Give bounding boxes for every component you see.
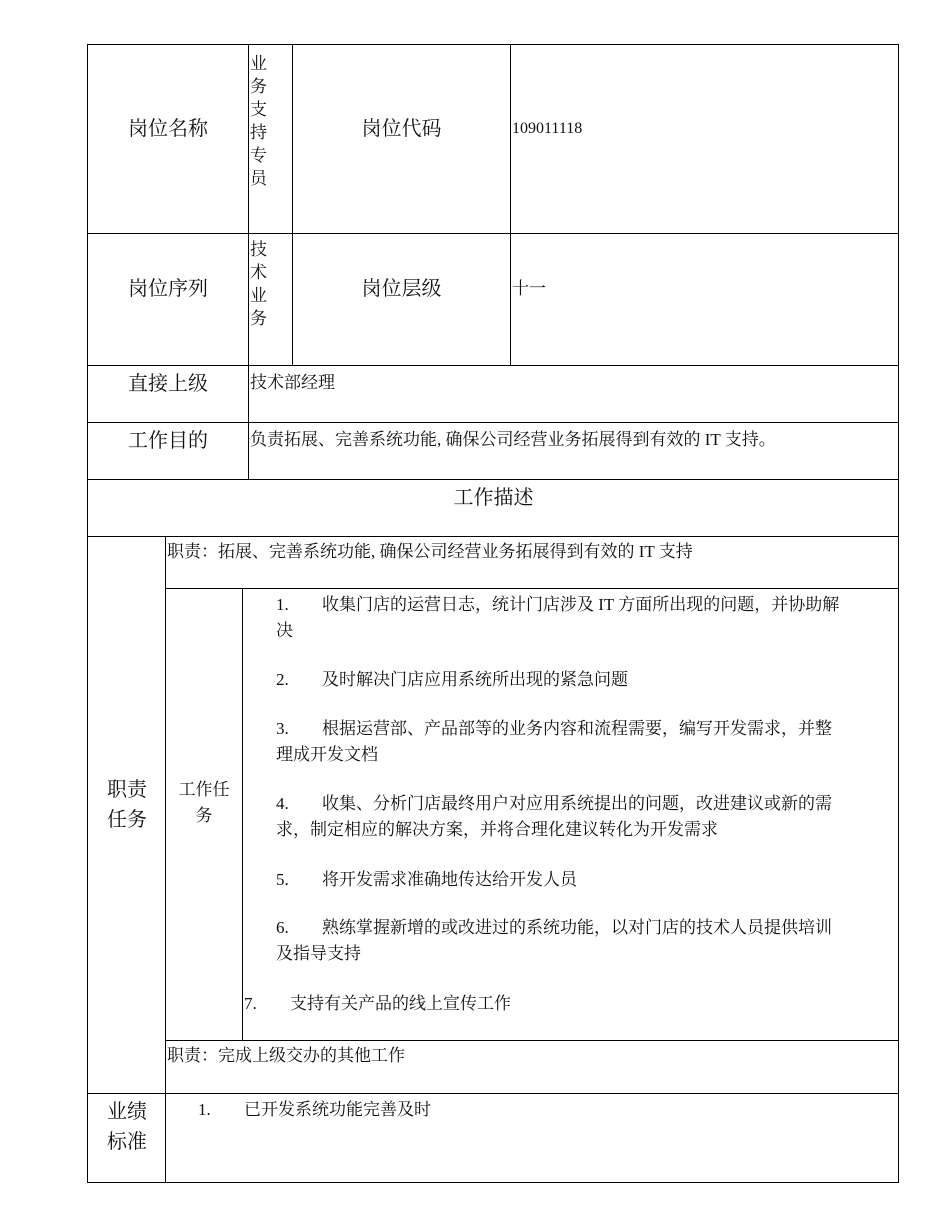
task-item bbox=[276, 915, 891, 967]
task-number: 1. bbox=[276, 595, 289, 614]
purpose-value: 负责拓展、完善系统功能, 确保公司经营业务拓展得到有效的 IT 支持。 bbox=[250, 430, 776, 449]
post-level-label: 岗位层级 bbox=[361, 278, 442, 300]
post-name-value: 业务支持专员 bbox=[250, 54, 267, 188]
duty-2: 职责：完成上级交办的其他工作 bbox=[167, 1046, 405, 1065]
row-divider bbox=[165, 588, 899, 589]
performance-number: 1. bbox=[198, 1100, 211, 1119]
task-number: 6. bbox=[276, 918, 289, 937]
performance-label: 业绩标准 bbox=[107, 1101, 147, 1153]
row-divider bbox=[87, 479, 899, 480]
task-number: 5. bbox=[276, 870, 289, 889]
performance-text: 已开发系统功能完善及时 bbox=[244, 1100, 431, 1119]
task-number: 4. bbox=[276, 794, 289, 813]
task-text: 根据运营部、产品部等的业务内容和流程需要，编写开发需求，并整 bbox=[322, 719, 832, 738]
post-code-label: 岗位代码 bbox=[361, 118, 442, 140]
task-text-continued: 理成开发文档 bbox=[276, 745, 378, 764]
task-number: 3. bbox=[276, 719, 289, 738]
superior-value: 技术部经理 bbox=[250, 373, 335, 392]
task-item bbox=[276, 791, 891, 843]
col-divider bbox=[510, 44, 511, 366]
task-text-continued: 决 bbox=[276, 621, 293, 640]
duty-1: 职责：拓展、完善系统功能, 确保公司经营业务拓展得到有效的 IT 支持 bbox=[167, 542, 693, 561]
row-divider bbox=[87, 365, 899, 366]
row-divider bbox=[87, 422, 899, 423]
row-divider bbox=[165, 1040, 899, 1041]
duties-label: 职责任务 bbox=[107, 779, 147, 831]
task-text: 及时解决门店应用系统所出现的紧急问题 bbox=[322, 670, 628, 689]
performance-item bbox=[198, 1097, 888, 1123]
task-text: 熟练掌握新增的或改进过的系统功能，以对门店的技术人员提供培训 bbox=[322, 918, 832, 937]
col-divider bbox=[292, 44, 293, 366]
superior-label: 直接上级 bbox=[128, 373, 208, 395]
row-divider bbox=[87, 536, 899, 537]
post-name-label: 岗位名称 bbox=[128, 118, 208, 140]
row-divider bbox=[87, 233, 899, 234]
col-divider bbox=[165, 536, 166, 1183]
task-item bbox=[276, 867, 891, 893]
post-sequence-label: 岗位序列 bbox=[128, 278, 208, 300]
task-text: 收集门店的运营日志，统计门店涉及 IT 方面所出现的问题，并协助解 bbox=[322, 595, 840, 614]
post-sequence-value: 技术业务 bbox=[250, 240, 267, 328]
tasks-label: 工作任务 bbox=[178, 780, 230, 825]
col-divider bbox=[242, 588, 243, 1040]
purpose-label: 工作目的 bbox=[128, 430, 208, 452]
post-level-value: 十一 bbox=[512, 279, 546, 298]
task-text-continued: 求，制定相应的解决方案，并将合理化建议转化为开发需求 bbox=[276, 820, 718, 839]
task-number: 7. bbox=[244, 994, 257, 1013]
task-item bbox=[276, 592, 891, 644]
task-item bbox=[244, 991, 884, 1017]
task-item bbox=[276, 716, 891, 768]
task-item bbox=[276, 667, 891, 693]
task-text: 收集、分析门店最终用户对应用系统提出的问题，改进建议或新的需 bbox=[322, 794, 832, 813]
task-number: 2. bbox=[276, 670, 289, 689]
row-divider bbox=[87, 1093, 899, 1094]
post-code-value: 109011118 bbox=[512, 120, 583, 137]
section-title: 工作描述 bbox=[453, 487, 534, 509]
col-divider bbox=[248, 44, 249, 480]
task-text: 将开发需求准确地传达给开发人员 bbox=[322, 870, 577, 889]
task-text: 支持有关产品的线上宣传工作 bbox=[290, 994, 511, 1013]
task-text-continued: 及指导支持 bbox=[276, 944, 361, 963]
